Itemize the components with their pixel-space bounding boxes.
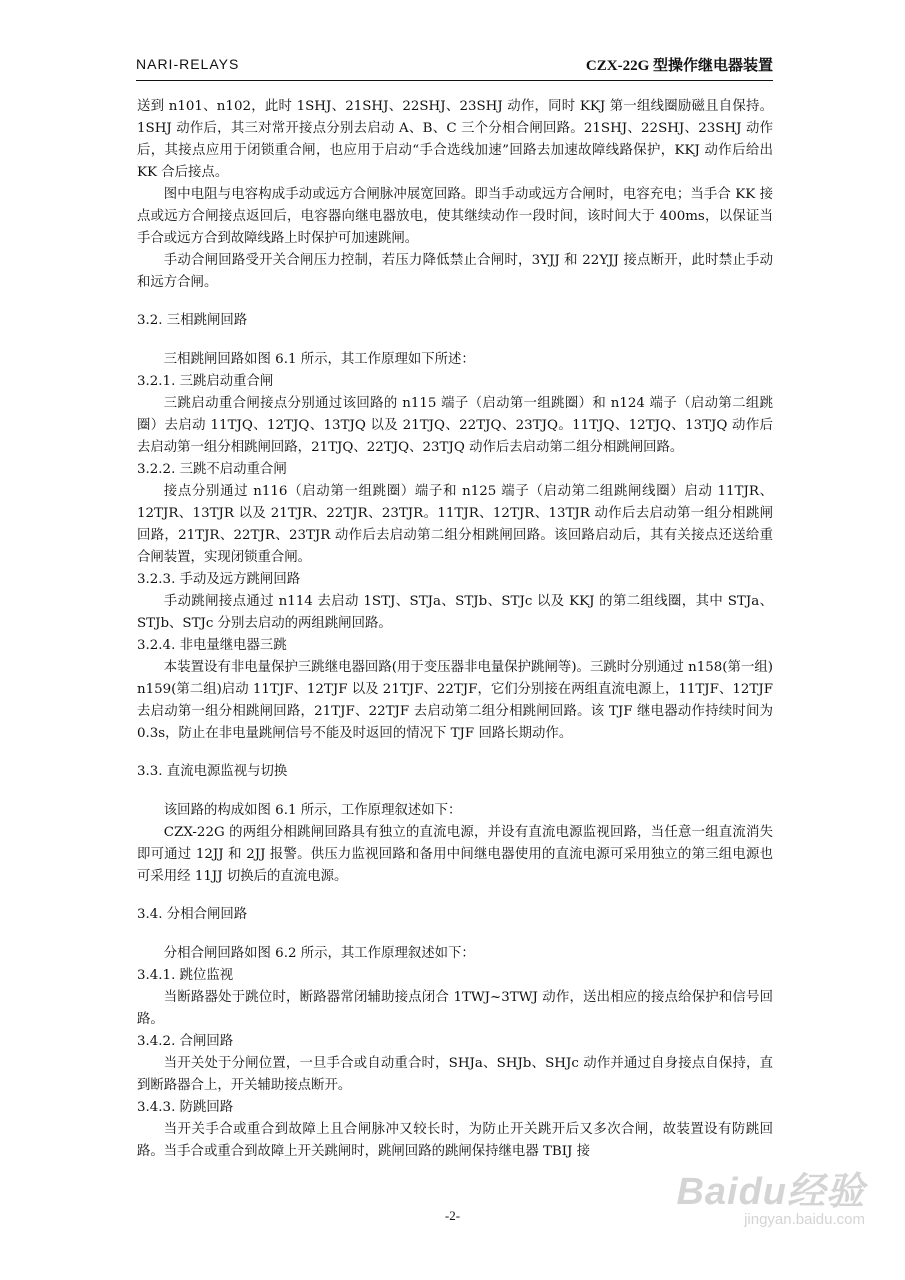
paragraph: 该回路的构成如图 6.1 所示，工作原理叙述如下：	[163, 803, 462, 818]
paragraph: 当开关处于分闸位置，一旦手合或自动重合时，SHJa、SHJb、SHJc 动作并通过自身接点自保持，直到断路器合上，开关辅助接点断开。	[137, 1056, 773, 1093]
document-body	[137, 96, 773, 1163]
paragraph: 接点分别通过 n116（启动第一组跳圈）端子和 n125 端子（启动第二组跳闸线圈）启动 11TJR、12TJR、13TJR 以及 21TJR、22TJR、23TJR。11TJR、12TJR、13TJR 动作后去启动第一组分相跳闸回路，21TJR、22TJR、23TJR 动作后去启动第二组分相跳闸回路。该回路启动后，其有关接点还送给重合闸装置，实现闭锁重合闸。	[137, 484, 773, 565]
paragraph: 当断路器处于跳位时，断路器常闭辅助接点闭合 1TWJ~3TWJ 动作，送出相应的接点给保护和信号回路。	[137, 990, 773, 1027]
section-heading: 3.4. 分相合闸回路	[137, 907, 248, 922]
section-heading: 3.3. 直流电源监视与切换	[137, 764, 288, 779]
page-header	[136, 56, 773, 81]
subsection-heading: 3.4.2. 合闸回路	[137, 1034, 234, 1049]
paragraph: 送到 n101、n102，此时 1SHJ、21SHJ、22SHJ、23SHJ 动作，同时 KKJ 第一组线圈励磁且自保持。1SHJ 动作后，其三对常开接点分别去启动 A、B、C 三个分相合闸回路。21SHJ、22SHJ、23SHJ 动作后，其接点应用于闭锁重合闸，也应用于启动“手合选线加速”回路去加速故障线路保护，KKJ 动作后给出 KK 合后接点。	[137, 99, 773, 180]
paragraph: 三相跳闸回路如图 6.1 所示，其工作原理如下所述：	[163, 352, 475, 367]
watermark-url: jingyan.baidu.com	[744, 1211, 865, 1228]
subsection-heading: 3.2.2. 三跳不启动重合闸	[137, 462, 287, 477]
section-heading: 3.2. 三相跳闸回路	[137, 313, 248, 328]
page-number: -2-	[444, 1208, 461, 1223]
paragraph: 手动跳闸接点通过 n114 去启动 1STJ、STJa、STJb、STJc 以及 KKJ 的第二组线圈，其中 STJa、STJb、STJc 分别去启动的两组跳闸回路。	[137, 594, 773, 631]
subsection-heading: 3.2.4. 非电量继电器三跳	[137, 638, 287, 653]
paragraph: 分相合闸回路如图 6.2 所示，其工作原理叙述如下：	[163, 946, 475, 961]
subsection-heading: 3.4.1. 跳位监视	[137, 968, 234, 983]
subsection-heading: 3.2.3. 手动及远方跳闸回路	[137, 572, 301, 587]
paragraph: CZX-22G 的两组分相跳闸回路具有独立的直流电源，并设有直流电源监视回路，当任意一组直流消失即可通过 12JJ 和 2JJ 报警。供压力监视回路和备用中间继电器使用的直流电源可采用独立的第三组电源也可采用经 11JJ 切换后的直流电源。	[137, 825, 773, 884]
baidu-watermark	[676, 1160, 865, 1228]
document-title: CZX-22G 型操作继电器装置	[585, 58, 773, 74]
paragraph: 手动合闸回路受开关合闸压力控制，若压力降低禁止合闸时，3YJJ 和 22YJJ 接点断开，此时禁止手动和远方合闸。	[137, 253, 773, 290]
brand-name: NARI-RELAYS	[136, 56, 240, 72]
subsection-heading: 3.2.1. 三跳启动重合闸	[137, 374, 274, 389]
paragraph: 当开关手合或重合到故障上且合闸脉冲又较长时，为防止开关跳开后又多次合闸，故装置设有防跳回路。当手合或重合到故障上开关跳闸时，跳闸回路的跳闸保持继电器 TBIJ 接	[137, 1122, 773, 1159]
subsection-heading: 3.4.3. 防跳回路	[137, 1100, 234, 1115]
watermark-logo: Baidu经验	[676, 1171, 865, 1213]
paragraph: 本装置设有非电量保护三跳继电器回路(用于变压器非电量保护跳闸等)。三跳时分别通过 n158(第一组) n159(第二组)启动 11TJF、12TJF 以及 21TJF、22TJF，它们分别接在两组直流电源上，11TJF、12TJF 去启动第一组分相跳闸回路，21TJF、22TJF 去启动第二组分相跳闸回路。该 TJF 继电器动作持续时间为 0.3s，防止在非电量跳闸信号不能及时返回的情况下 TJF 回路长期动作。	[137, 660, 773, 741]
paragraph: 三跳启动重合闸接点分别通过该回路的 n115 端子（启动第一组跳圈）和 n124 端子（启动第二组跳圈）去启动 11TJQ、12TJQ、13TJQ 以及 21TJQ、22TJQ、23TJQ。11TJQ、12TJQ、13TJQ 动作后去启动第一组分相跳闸回路，21TJQ、22TJQ、23TJQ 动作后去启动第二组分相跳闸回路。	[137, 396, 773, 455]
paragraph: 图中电阻与电容构成手动或远方合闸脉冲展宽回路。即当手动或远方合闸时，电容充电；当手合 KK 接点或远方合闸接点返回后，电容器向继电器放电，使其继续动作一段时间，该时间大于 400ms，以保证当手合或远方合到故障线路上时保护可加速跳闸。	[137, 187, 773, 246]
